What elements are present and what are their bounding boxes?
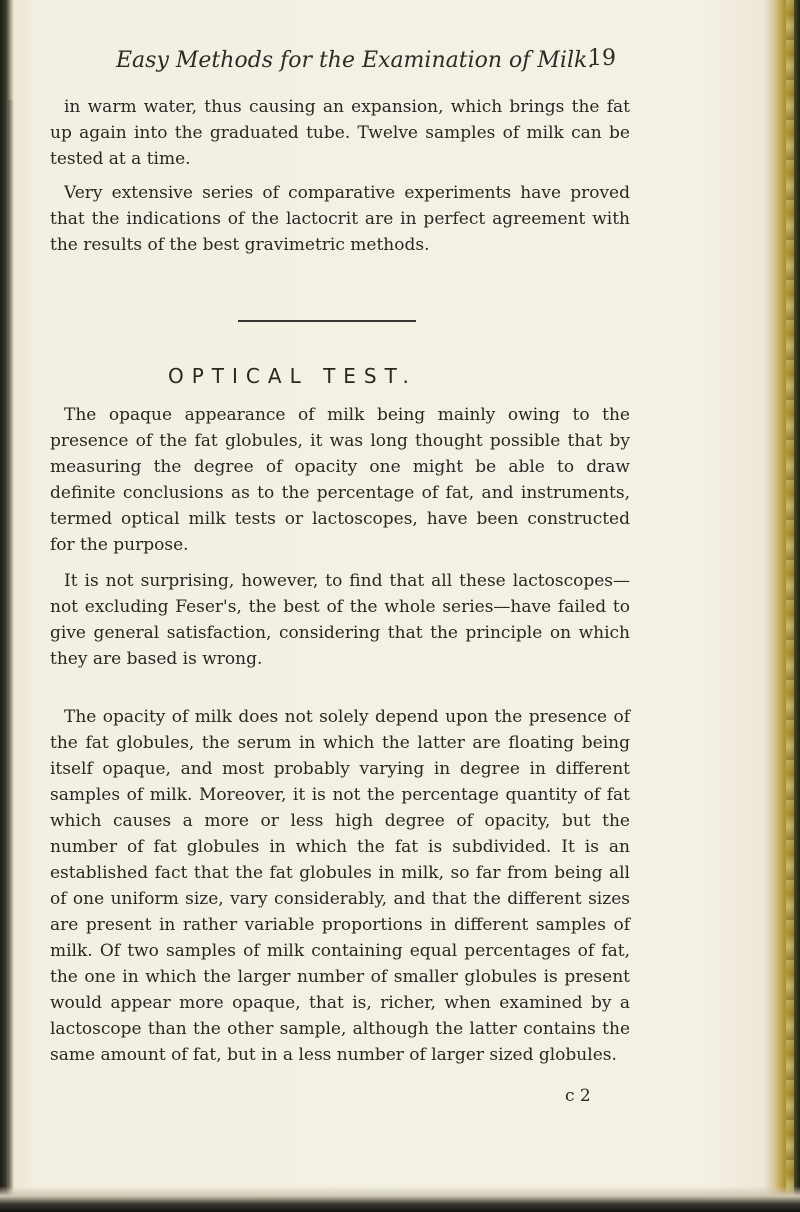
paragraph-text: The opacity of milk does not solely depend upon the presence of the fat globules, the serum in which the latter are floating being itself opaque, and most probably varying in degree in different samples of milk. Moreover, it is not the percentage quantity of fat which causes a more or less high degree of opacity, but the number of fat globules in which the fat is subdivided. It is an established fact that the fat globules in milk, so far from being all of one uniform size, vary considerably, and that the different sizes are present in rather variable proportions in different samples of milk. Of two samples of milk containing equal percentages of fat, the one in which the larger number of smaller globules is present would appear more opaque, that is, richer, when examined by a lactoscope than the other sample, although the latter contains the same amount of fat, but in a less number of larger sized globules. — [50, 707, 630, 1065]
paragraph-opacity-intro — [50, 402, 630, 558]
paragraph-continuation — [50, 94, 630, 172]
paragraph-text: in warm water, thus causing an expansion, which brings the fat up again into the graduated tube. Twelve samples of milk can be tested at a time. — [50, 97, 630, 169]
section-heading: OPTICAL TEST. — [168, 364, 417, 388]
paragraph-text: Very extensive series of comparative experiments have proved that the indications of the lactocrit are in perfect agreement with the results of the best gravimetric methods. — [50, 183, 630, 255]
gutter-shadow — [8, 100, 14, 1190]
paragraph-opacity-explanation — [50, 704, 630, 1068]
paragraph-text: It is not surprising, however, to find that all these lactoscopes—not excluding Feser's, the best of the whole series—have failed to give general satisfaction, considering that the principle on which they are based is wrong. — [50, 571, 630, 669]
page-bottom-edge — [0, 1186, 800, 1212]
page-number: 19 — [588, 46, 616, 71]
page-fore-edge — [764, 0, 800, 1212]
paragraph-text: The opaque appearance of milk being mainly owing to the presence of the fat globules, it was long thought possible that by measuring the degree of opacity one might be able to draw definite conclusions as to the percentage of fat, and instruments, termed optical milk tests or lactoscopes, have been constructed for the purpose. — [50, 405, 630, 555]
running-head: Easy Methods for the Examination of Milk. — [116, 48, 595, 73]
signature-mark: c 2 — [565, 1086, 591, 1106]
paragraph-lactoscopes-failed — [50, 568, 630, 672]
paragraph-lactocrit-agreement — [50, 180, 630, 258]
page-header — [110, 46, 630, 82]
section-divider — [238, 320, 416, 322]
gilt-edge-texture — [786, 0, 794, 1212]
